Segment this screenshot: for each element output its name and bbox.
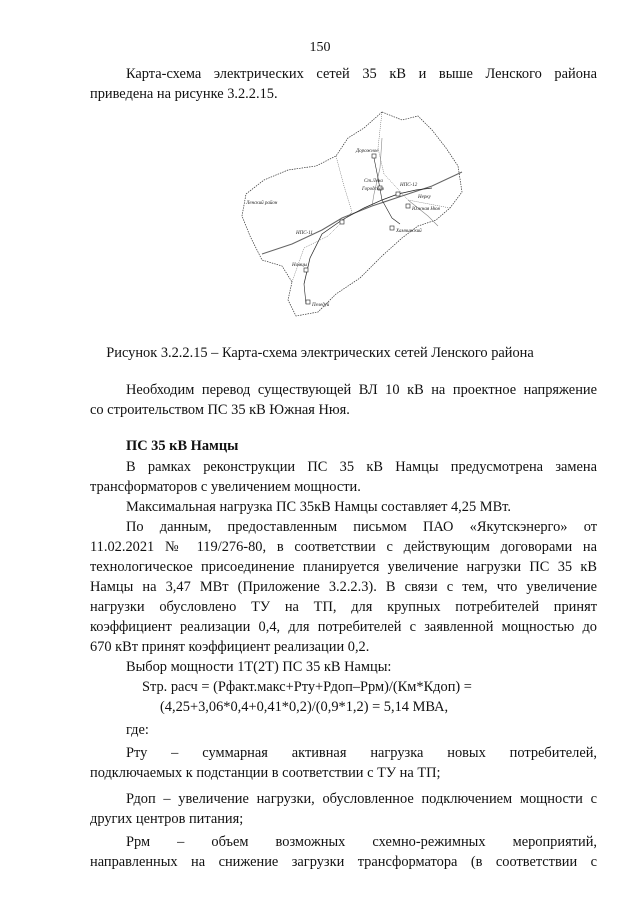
p3-line-3: технологическое присоединение планируется увеличение нагрузки ПС 35 кВ (90, 559, 597, 575)
intro-line-1: Карта-схема электрических сетей 35 кВ и выше Ленского района (126, 66, 597, 82)
p4-line: Выбор мощности 1Т(2Т) ПС 35 кВ Намцы: (126, 659, 392, 675)
substation-marker (340, 220, 344, 224)
river-lena (262, 172, 462, 254)
map-label-lensky-district: Ленский район (246, 201, 278, 206)
map-label-stn-lena: Ст.Лена (364, 179, 383, 184)
river-tributary-2 (408, 200, 438, 226)
map-label-yuzhnaya-nyuya: Южная Нюя (412, 207, 440, 212)
power-line-south-east (382, 200, 400, 224)
power-line-main (304, 188, 432, 284)
p3-line-7: 670 кВт принят коэффициент реализации 0,2. (90, 639, 370, 655)
substation-marker (372, 154, 376, 158)
substation-marker (306, 300, 310, 304)
p3-line-4: Намцы на 3,47 МВт (Приложение 3.2.2.3). В связи с тем, что увеличение (90, 579, 597, 595)
map-label-nps11: НПС-11 (296, 231, 313, 236)
p3-line-5: нагрузки обусловлено ТУ на ТП, для крупных потребителей принят (90, 599, 597, 615)
transfer-line-2: со строительством ПС 35 кВ Южная Нюя. (90, 402, 350, 418)
def1-line-1: Pту – суммарная активная нагрузка новых потребителей, (126, 745, 597, 761)
p3-line-6: коэффициент реализации 0,4, для потребителей с заявленной мощностью до (90, 619, 597, 635)
section-heading: ПС 35 кВ Намцы (126, 438, 239, 454)
substation-marker (396, 192, 400, 196)
transfer-line-1: Необходим перевод существующей ВЛ 10 кВ на проектное напряжение (126, 382, 597, 398)
substation-marker (406, 204, 410, 208)
formula-line-2: (4,25+3,06*0,4+0,41*0,2)/(0,9*1,2) = 5,14 МВА, (160, 699, 449, 715)
p2-line: Максимальная нагрузка ПС 35кВ Намцы составляет 4,25 МВт. (126, 499, 511, 515)
def2-line-2: других центров питания; (90, 811, 244, 827)
formula-line-1: Sтр. расч = (Рфакт.макс+Pту+Рдоп–Ррм)/(Км*Кдоп) = (142, 679, 472, 695)
def3-line-1: Ррм – объем возможных схемно-режимных мероприятий, (126, 834, 597, 850)
intro-line-2: приведена на рисунке 3.2.2.15. (90, 86, 278, 102)
map-label-nerkyu: Нерку (418, 195, 431, 200)
p3-line-2: 11.02.2021 № 119/276-80, в соответствии с действующим договорами на (90, 539, 597, 555)
inner-boundary-east (378, 112, 450, 208)
figure-caption: Рисунок 3.2.2.15 – Карта-схема электрических сетей Ленского района (106, 345, 534, 361)
def2-line-1: Рдоп – увеличение нагрузки, обусловленное подключением мощности с (126, 791, 597, 807)
map-label-dorozhnoye: Дорожное (356, 149, 379, 154)
map-label-gorodskaya: Городская (362, 187, 384, 192)
map-figure (232, 108, 472, 320)
map-label-peledui: Пеледуй (312, 303, 330, 308)
substation-marker (390, 226, 394, 230)
map-label-namtsy: Намцы (292, 263, 308, 268)
page-number: 150 (309, 40, 331, 55)
where-label: где: (126, 722, 149, 738)
map-label-nps12: НПС-12 (400, 183, 418, 188)
substation-marker (304, 268, 308, 272)
p1-line-2: трансформаторов с увеличением мощности. (90, 479, 361, 495)
p1-line-1: В рамках реконструкции ПС 35 кВ Намцы предусмотрена замена (126, 459, 597, 475)
def1-line-2: подключаемых к подстанции в соответствии с ТУ на ТП; (90, 765, 441, 781)
p3-line-1: По данным, предоставленным письмом ПАО «Якутскэнерго» от (126, 519, 597, 535)
def3-line-2: направленных на снижение загрузки трансформатора (в соответствии с (90, 854, 597, 870)
map-label-khamchinsky: Хамчинский (396, 229, 422, 234)
